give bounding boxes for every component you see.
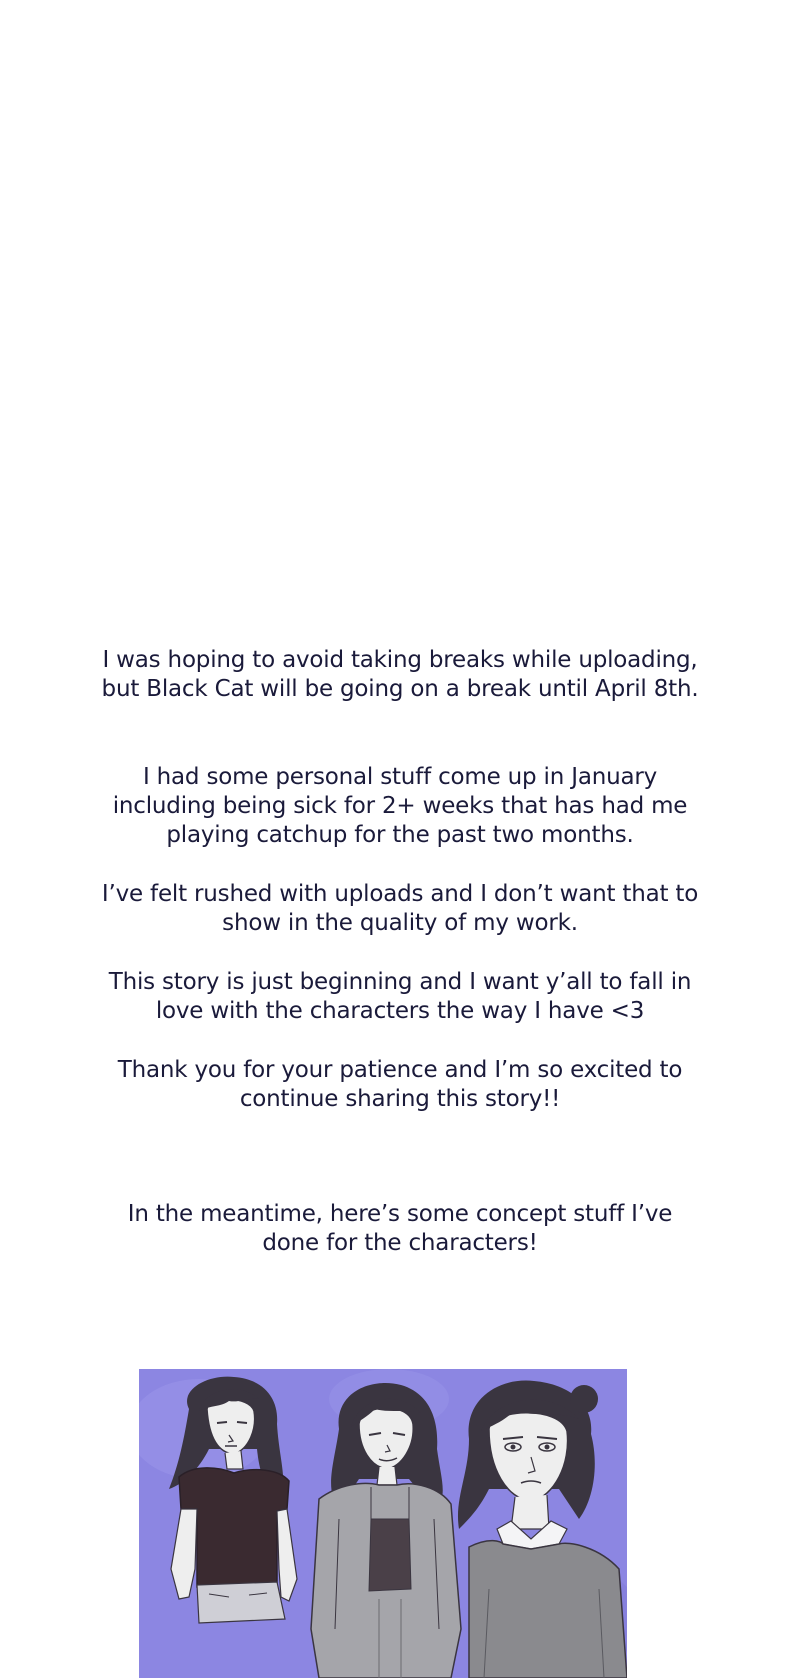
break-notice-5 [100,1056,700,1114]
character-2-sketch [311,1383,461,1678]
meantime-text: In the meantime, here’s some concept stuff I’ve done for the characters! [127,1201,673,1256]
break-notice [100,646,700,704]
notice-paragraph-5: Thank you for your patience and I’m so excited to continue sharing this story!! [117,1057,683,1112]
meantime-note [100,1200,700,1258]
notice-paragraph-1: I was hoping to avoid taking breaks while uploading, but Black Cat will be going on a break until April 8th. [101,647,699,702]
concept-art-image [139,1369,627,1678]
break-notice-4 [100,968,700,1026]
concept-art-illustration [139,1369,627,1678]
break-notice-3 [100,880,700,938]
notice-paragraph-3: I’ve felt rushed with uploads and I don’t want that to show in the quality of my work. [101,881,699,936]
break-notice-2 [100,763,700,850]
notice-paragraph-2: I had some personal stuff come up in January including being sick for 2+ weeks that has had me playing catchup for the past two months. [112,764,688,848]
notice-paragraph-4: This story is just beginning and I want y’all to fall in love with the characters the way I have <3 [108,969,692,1024]
character-3-sketch [458,1381,627,1678]
